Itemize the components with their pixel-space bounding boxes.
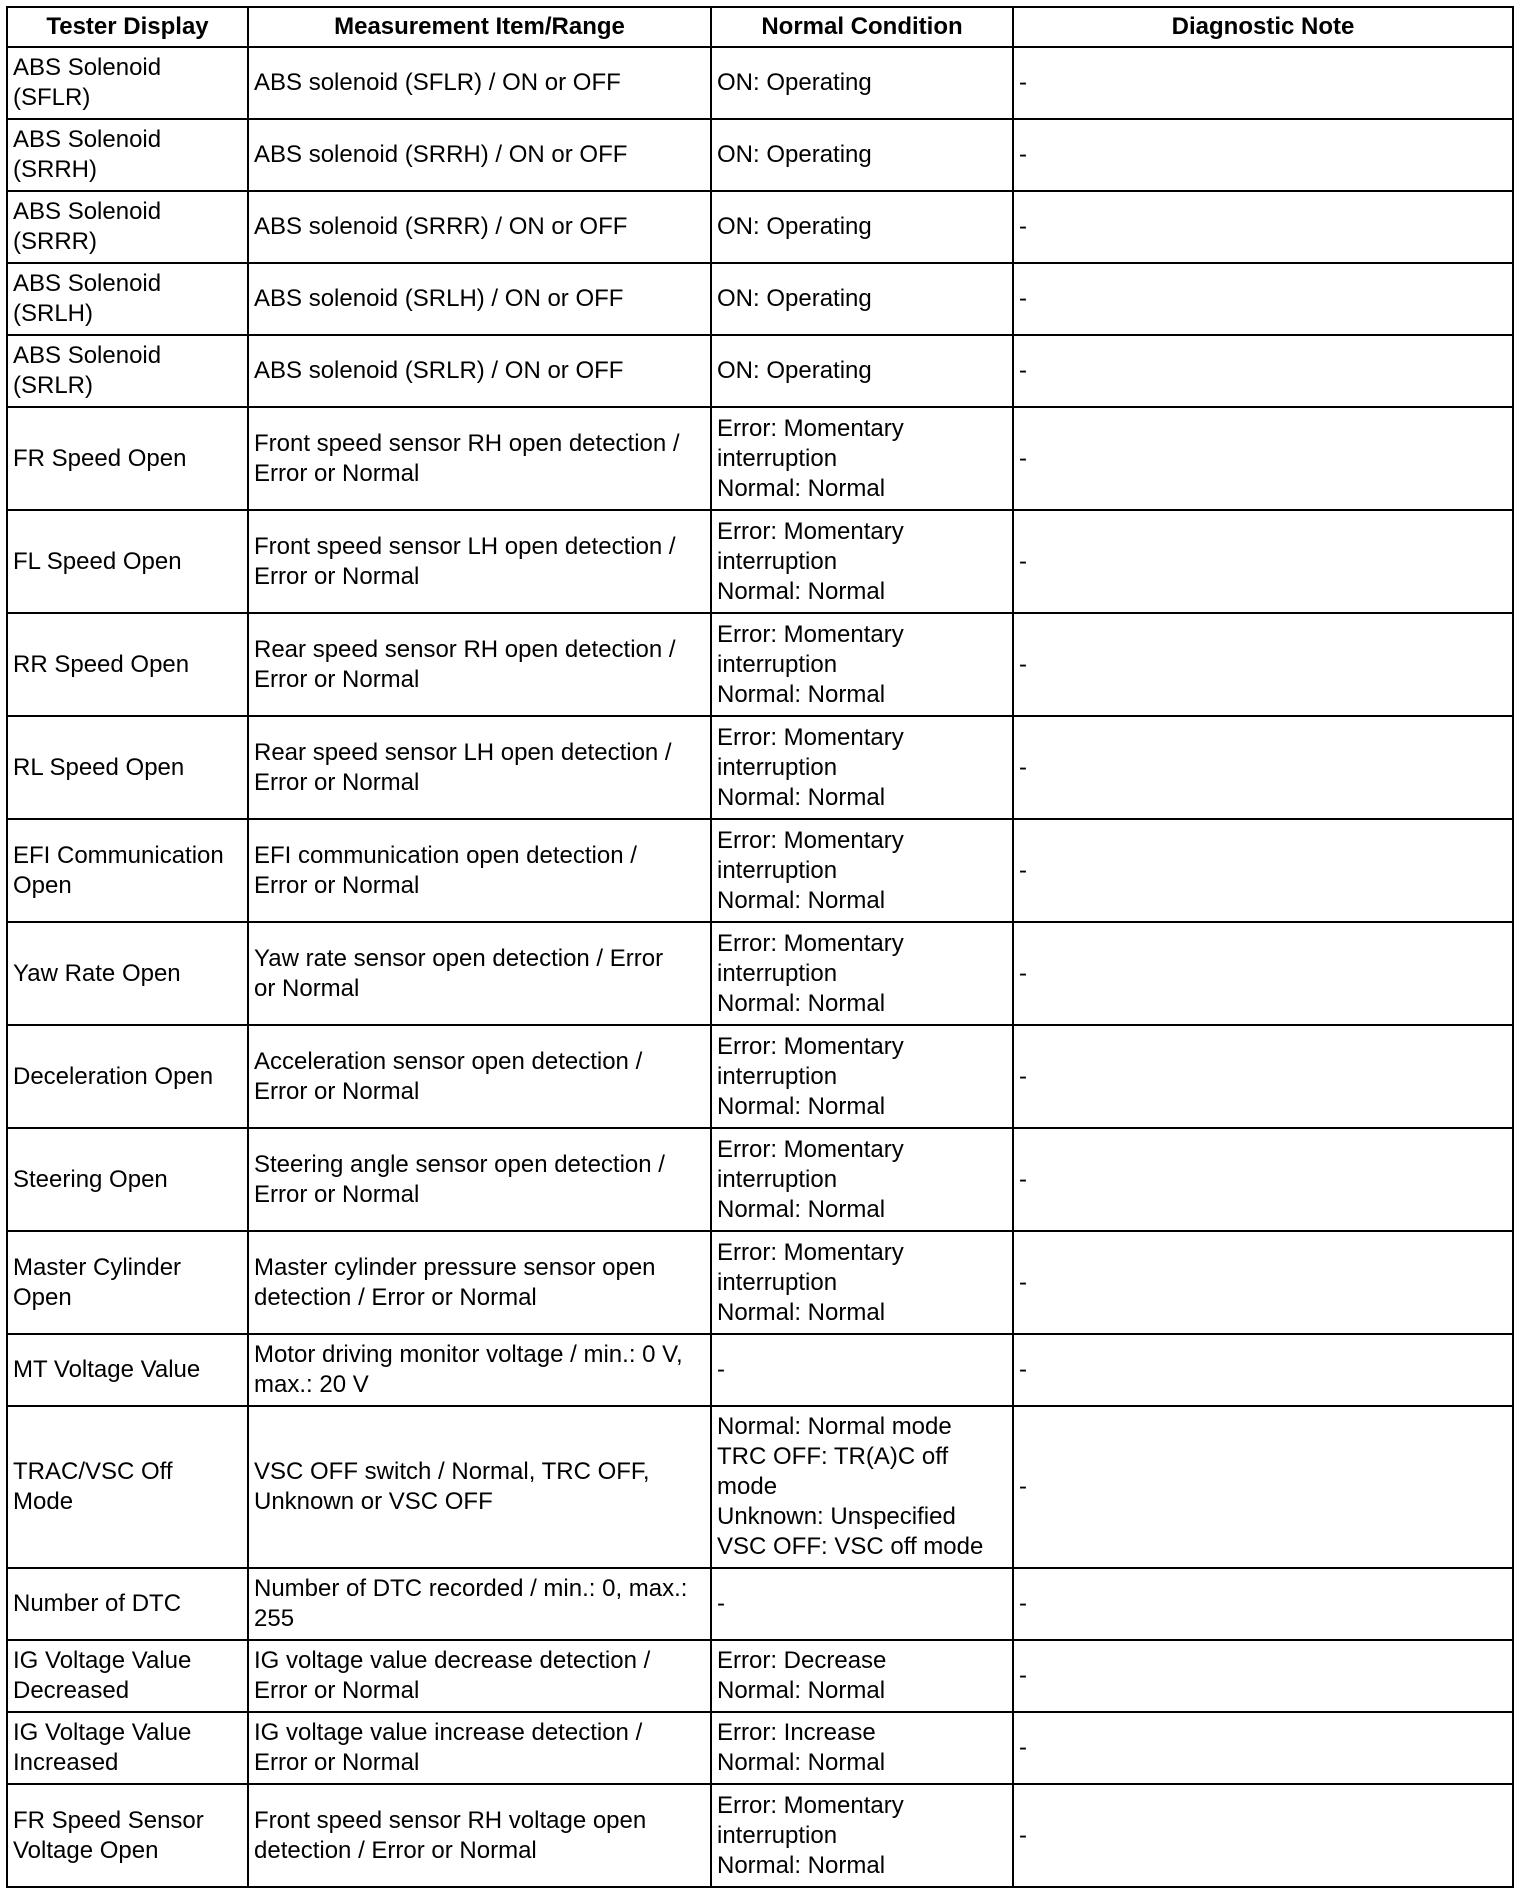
- diagnostic-note-cell: -: [1013, 335, 1513, 407]
- table-row: [7, 1334, 1513, 1406]
- diagnostic-note-cell: -: [1013, 407, 1513, 510]
- table-row: [7, 335, 1513, 407]
- diagnostic-note-cell: -: [1013, 1231, 1513, 1334]
- measurement-item-cell: ABS solenoid (SFLR) / ON or OFF: [248, 47, 711, 119]
- table-row: [7, 119, 1513, 191]
- normal-condition-cell: ON: Operating: [711, 335, 1013, 407]
- tester-display-cell: RR Speed Open: [7, 613, 248, 716]
- table-row: [7, 1640, 1513, 1712]
- table-row: [7, 613, 1513, 716]
- tester-display-cell: FL Speed Open: [7, 510, 248, 613]
- normal-condition-cell: Error: Momentary interruption Normal: Normal: [711, 1025, 1013, 1128]
- measurement-item-cell: IG voltage value increase detection / Error or Normal: [248, 1712, 711, 1784]
- measurement-item-cell: Rear speed sensor RH open detection / Error or Normal: [248, 613, 711, 716]
- tester-display-cell: ABS Solenoid (SFLR): [7, 47, 248, 119]
- diagnostic-note-cell: -: [1013, 1784, 1513, 1887]
- normal-condition-cell: ON: Operating: [711, 47, 1013, 119]
- table-row: [7, 1712, 1513, 1784]
- table-row: [7, 1025, 1513, 1128]
- measurement-item-cell: ABS solenoid (SRRR) / ON or OFF: [248, 191, 711, 263]
- normal-condition-cell: Error: Momentary interruption Normal: Normal: [711, 1231, 1013, 1334]
- measurement-item-cell: ABS solenoid (SRLR) / ON or OFF: [248, 335, 711, 407]
- diagnostic-note-cell: -: [1013, 1128, 1513, 1231]
- measurement-item-cell: IG voltage value decrease detection / Error or Normal: [248, 1640, 711, 1712]
- measurement-item-cell: ABS solenoid (SRLH) / ON or OFF: [248, 263, 711, 335]
- diagnostic-note-cell: -: [1013, 510, 1513, 613]
- tester-display-cell: ABS Solenoid (SRRR): [7, 191, 248, 263]
- tester-display-cell: ABS Solenoid (SRRH): [7, 119, 248, 191]
- table-row: [7, 263, 1513, 335]
- measurement-item-cell: Front speed sensor RH voltage open detection / Error or Normal: [248, 1784, 711, 1887]
- table-row: [7, 1784, 1513, 1887]
- header-normal-condition: Normal Condition: [711, 7, 1013, 47]
- measurement-item-cell: Front speed sensor LH open detection / Error or Normal: [248, 510, 711, 613]
- normal-condition-cell: ON: Operating: [711, 119, 1013, 191]
- measurement-item-cell: VSC OFF switch / Normal, TRC OFF, Unknown or VSC OFF: [248, 1406, 711, 1568]
- tester-display-cell: MT Voltage Value: [7, 1334, 248, 1406]
- diagnostic-note-cell: -: [1013, 1406, 1513, 1568]
- tester-display-cell: Steering Open: [7, 1128, 248, 1231]
- table-row: [7, 510, 1513, 613]
- measurement-item-cell: Steering angle sensor open detection / Error or Normal: [248, 1128, 711, 1231]
- table-row: [7, 922, 1513, 1025]
- tester-display-cell: ABS Solenoid (SRLH): [7, 263, 248, 335]
- table-row: [7, 1231, 1513, 1334]
- tester-display-cell: IG Voltage Value Decreased: [7, 1640, 248, 1712]
- normal-condition-cell: ON: Operating: [711, 263, 1013, 335]
- measurement-item-cell: Front speed sensor RH open detection / Error or Normal: [248, 407, 711, 510]
- measurement-item-cell: EFI communication open detection / Error or Normal: [248, 819, 711, 922]
- measurement-item-cell: ABS solenoid (SRRH) / ON or OFF: [248, 119, 711, 191]
- tester-display-cell: Number of DTC: [7, 1568, 248, 1640]
- diagnostic-note-cell: -: [1013, 1640, 1513, 1712]
- normal-condition-cell: Normal: Normal mode TRC OFF: TR(A)C off mode Unknown: Unspecified VSC OFF: VSC off mode: [711, 1406, 1013, 1568]
- table-row: [7, 1406, 1513, 1568]
- normal-condition-cell: Error: Momentary interruption Normal: Normal: [711, 922, 1013, 1025]
- diagnostic-note-cell: -: [1013, 819, 1513, 922]
- normal-condition-cell: Error: Momentary interruption Normal: Normal: [711, 716, 1013, 819]
- measurement-item-cell: Number of DTC recorded / min.: 0, max.: 255: [248, 1568, 711, 1640]
- normal-condition-cell: Error: Momentary interruption Normal: Normal: [711, 1784, 1013, 1887]
- data-list-table-container: [6, 6, 1514, 1888]
- diagnostic-note-cell: -: [1013, 119, 1513, 191]
- diagnostic-note-cell: -: [1013, 1334, 1513, 1406]
- data-list-table: [6, 6, 1514, 1888]
- normal-condition-cell: Error: Increase Normal: Normal: [711, 1712, 1013, 1784]
- tester-display-cell: Deceleration Open: [7, 1025, 248, 1128]
- normal-condition-cell: Error: Momentary interruption Normal: Normal: [711, 407, 1013, 510]
- tester-display-cell: FR Speed Sensor Voltage Open: [7, 1784, 248, 1887]
- normal-condition-cell: Error: Momentary interruption Normal: Normal: [711, 819, 1013, 922]
- tester-display-cell: EFI Communication Open: [7, 819, 248, 922]
- table-row: [7, 819, 1513, 922]
- diagnostic-note-cell: -: [1013, 716, 1513, 819]
- normal-condition-cell: Error: Momentary interruption Normal: Normal: [711, 510, 1013, 613]
- table-row: [7, 716, 1513, 819]
- table-header-row: [7, 7, 1513, 47]
- table-body: [7, 47, 1513, 1887]
- table-row: [7, 1128, 1513, 1231]
- normal-condition-cell: -: [711, 1334, 1013, 1406]
- diagnostic-note-cell: -: [1013, 1025, 1513, 1128]
- diagnostic-note-cell: -: [1013, 1568, 1513, 1640]
- table-row: [7, 1568, 1513, 1640]
- tester-display-cell: TRAC/VSC Off Mode: [7, 1406, 248, 1568]
- normal-condition-cell: -: [711, 1568, 1013, 1640]
- tester-display-cell: FR Speed Open: [7, 407, 248, 510]
- measurement-item-cell: Master cylinder pressure sensor open detection / Error or Normal: [248, 1231, 711, 1334]
- measurement-item-cell: Yaw rate sensor open detection / Error or Normal: [248, 922, 711, 1025]
- normal-condition-cell: Error: Momentary interruption Normal: Normal: [711, 1128, 1013, 1231]
- table-row: [7, 191, 1513, 263]
- measurement-item-cell: Motor driving monitor voltage / min.: 0 V, max.: 20 V: [248, 1334, 711, 1406]
- diagnostic-note-cell: -: [1013, 613, 1513, 716]
- diagnostic-note-cell: -: [1013, 191, 1513, 263]
- tester-display-cell: Yaw Rate Open: [7, 922, 248, 1025]
- diagnostic-note-cell: -: [1013, 263, 1513, 335]
- measurement-item-cell: Rear speed sensor LH open detection / Error or Normal: [248, 716, 711, 819]
- table-row: [7, 47, 1513, 119]
- diagnostic-note-cell: -: [1013, 1712, 1513, 1784]
- tester-display-cell: IG Voltage Value Increased: [7, 1712, 248, 1784]
- diagnostic-note-cell: -: [1013, 47, 1513, 119]
- normal-condition-cell: Error: Momentary interruption Normal: Normal: [711, 613, 1013, 716]
- normal-condition-cell: ON: Operating: [711, 191, 1013, 263]
- normal-condition-cell: Error: Decrease Normal: Normal: [711, 1640, 1013, 1712]
- header-diagnostic-note: Diagnostic Note: [1013, 7, 1513, 47]
- diagnostic-note-cell: -: [1013, 922, 1513, 1025]
- table-row: [7, 407, 1513, 510]
- header-tester-display: Tester Display: [7, 7, 248, 47]
- tester-display-cell: Master Cylinder Open: [7, 1231, 248, 1334]
- tester-display-cell: ABS Solenoid (SRLR): [7, 335, 248, 407]
- header-measurement-item: Measurement Item/Range: [248, 7, 711, 47]
- tester-display-cell: RL Speed Open: [7, 716, 248, 819]
- measurement-item-cell: Acceleration sensor open detection / Error or Normal: [248, 1025, 711, 1128]
